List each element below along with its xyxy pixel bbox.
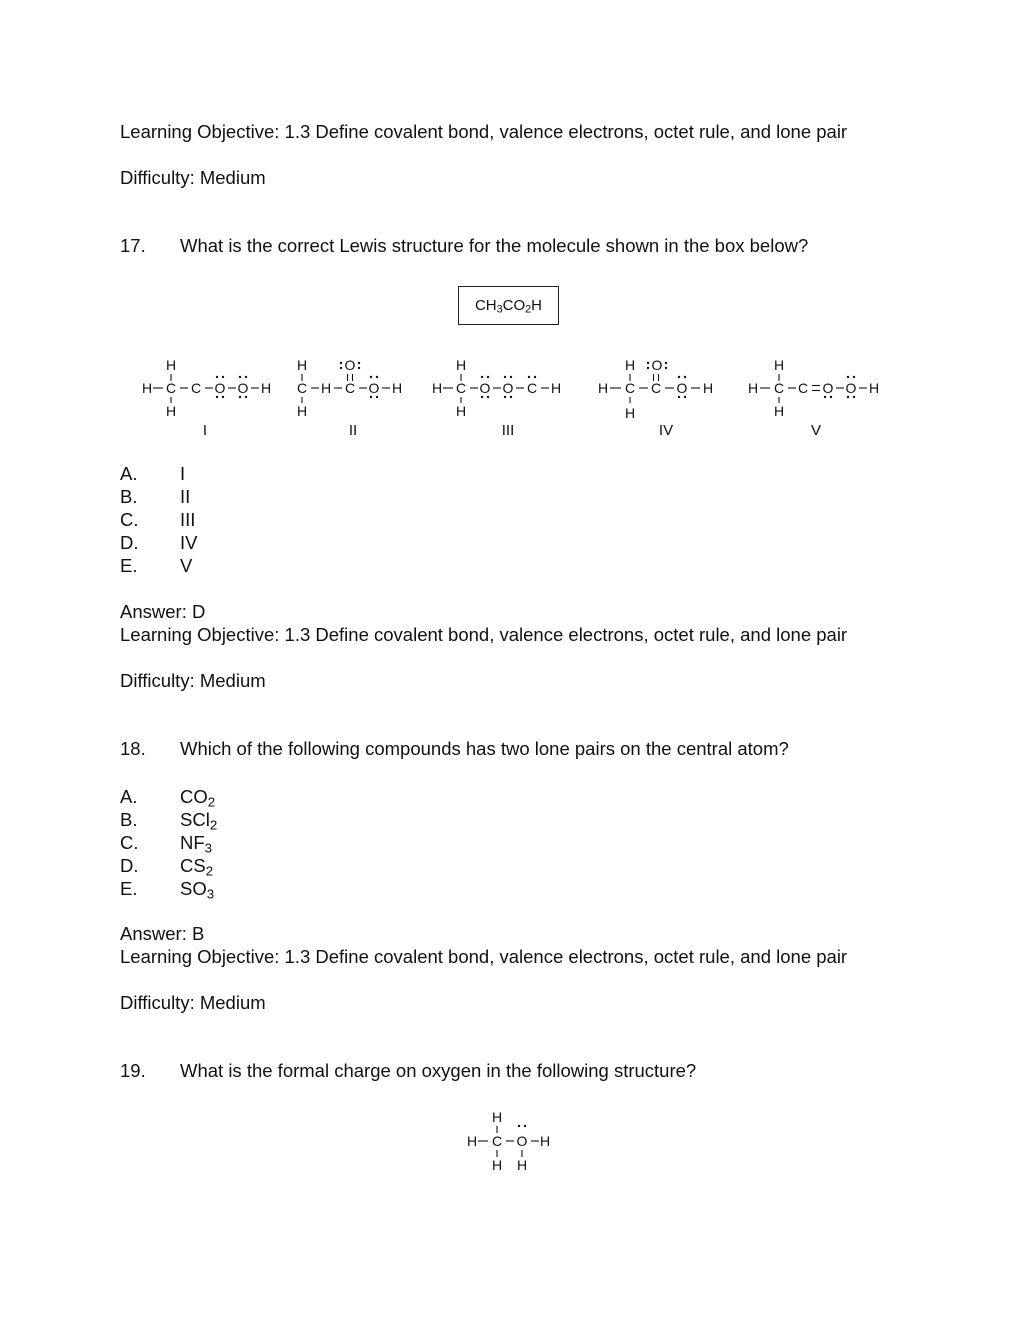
svg-text:H: H — [703, 380, 714, 396]
structure-iii — [432, 357, 561, 439]
answer-18: Answer: B — [120, 923, 205, 944]
svg-text:O: O — [237, 380, 249, 396]
svg-text:O: O — [651, 357, 663, 373]
formula-box — [458, 286, 559, 325]
svg-text:C: C — [624, 380, 636, 396]
difficulty-18: Difficulty: Medium — [120, 992, 266, 1013]
svg-text:C: C — [650, 380, 662, 396]
svg-text:C: C — [296, 380, 308, 396]
question-18-number: 18. — [120, 738, 146, 759]
svg-text:H: H — [624, 357, 636, 373]
svg-text:O: O — [214, 380, 226, 396]
option-a: A. I — [120, 463, 186, 484]
difficulty-16: Difficulty: Medium — [120, 167, 266, 188]
svg-text:O: O — [516, 1133, 528, 1149]
svg-text:H: H — [165, 357, 177, 373]
structure-label-iv: IV — [658, 422, 674, 439]
lewis-structures — [0, 350, 1020, 450]
svg-text:H: H — [296, 357, 308, 373]
svg-text:O: O — [822, 380, 834, 396]
option-b: B. SCl$_2$ — [120, 809, 218, 833]
learning-objective-18: Learning Objective: 1.3 Define covalent bond, valence electrons, octet rule, and lone pair — [120, 946, 848, 967]
svg-text:H: H — [392, 380, 403, 396]
svg-text:H: H — [540, 1133, 551, 1149]
question-17-number: 17. — [120, 235, 146, 256]
option-e: E. $SO_3$ — [120, 878, 215, 902]
svg-text:O: O — [676, 380, 688, 396]
svg-text:C: C — [165, 380, 177, 396]
option-c: C. III — [120, 509, 196, 530]
svg-text:H: H — [491, 1109, 503, 1125]
svg-text:H: H — [516, 1157, 528, 1173]
structure-label-v: V — [810, 422, 822, 439]
svg-text:O: O — [845, 380, 857, 396]
svg-text:H: H — [748, 380, 759, 396]
svg-text:C: C — [455, 380, 467, 396]
svg-text:H: H — [261, 380, 272, 396]
svg-text:H: H — [432, 380, 443, 396]
option-b: B. II — [120, 486, 191, 507]
svg-text:H: H — [624, 405, 636, 421]
svg-text:H: H — [455, 357, 467, 373]
question-19-text: What is the formal charge on oxygen in the following structure? — [180, 1060, 697, 1081]
question-17-options — [120, 462, 420, 577]
question-19-number: 19. — [120, 1060, 146, 1081]
svg-text:O: O — [344, 357, 356, 373]
option-d: D. $CS_2$ — [120, 855, 214, 879]
structure-label-ii: II — [348, 422, 358, 439]
svg-text:H: H — [165, 403, 177, 419]
svg-text:H: H — [296, 403, 308, 419]
svg-text:O: O — [479, 380, 491, 396]
learning-objective-17: Learning Objective: 1.3 Define covalent bond, valence electrons, octet rule, and lone pair — [120, 624, 848, 645]
svg-text:H: H — [142, 380, 153, 396]
difficulty-17: Difficulty: Medium — [120, 670, 266, 691]
svg-text:C: C — [344, 380, 356, 396]
svg-text:H: H — [320, 380, 332, 396]
svg-text:O: O — [502, 380, 514, 396]
svg-text:H: H — [773, 357, 785, 373]
svg-text:H: H — [455, 403, 467, 419]
svg-text:H: H — [773, 403, 785, 419]
svg-text:C: C — [797, 380, 809, 396]
formula-ch3co2h: $CH_3CO_2H$ — [474, 297, 543, 316]
svg-text:C: C — [773, 380, 785, 396]
answer-17: Answer: D — [120, 601, 206, 622]
learning-objective-16: Learning Objective: 1.3 Define covalent bond, valence electrons, octet rule, and lone pair — [120, 121, 848, 142]
question-18-options — [120, 785, 420, 900]
structure-iv — [598, 357, 713, 439]
svg-text:O: O — [368, 380, 380, 396]
svg-text:H: H — [869, 380, 880, 396]
svg-text:H: H — [467, 1133, 478, 1149]
svg-text:H: H — [491, 1157, 503, 1173]
question-18-text: Which of the following compounds has two lone pairs on the central atom? — [180, 738, 789, 759]
structure-i — [142, 357, 271, 439]
svg-text:C: C — [526, 380, 538, 396]
question-17-text: What is the correct Lewis structure for the molecule shown in the box below? — [180, 235, 809, 256]
svg-text:C: C — [190, 380, 202, 396]
option-c: C. $NF_3$ — [120, 832, 213, 856]
svg-text:H: H — [598, 380, 609, 396]
structure-label-i: I — [202, 422, 208, 439]
methanol-structure — [450, 1105, 570, 1185]
structure-v — [748, 357, 879, 439]
option-a: A. $CO_2$ — [120, 786, 216, 810]
structure-label-iii: III — [501, 422, 515, 439]
option-d: D. IV — [120, 532, 198, 553]
structure-ii — [297, 357, 402, 439]
option-e: E. V — [120, 555, 193, 576]
svg-text:C: C — [491, 1133, 503, 1149]
svg-text:H: H — [551, 380, 562, 396]
